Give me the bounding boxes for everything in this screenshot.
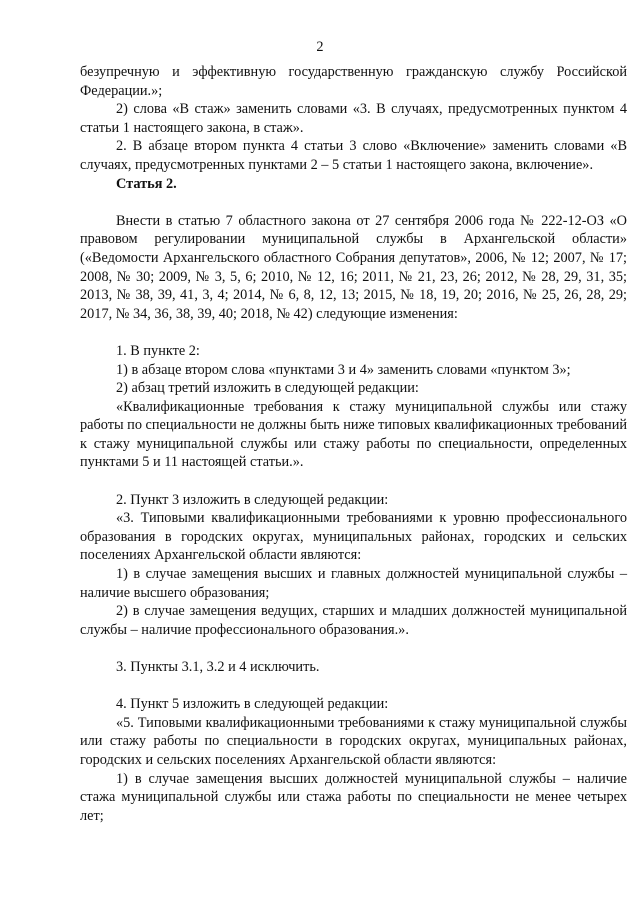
paragraph: 1) в случае замещения высших и главных должностей муниципальной службы – наличие высшего образования; — [80, 566, 627, 601]
paragraph: безупречную и эффективную государственную гражданскую службу Российской Федерации.»; — [80, 64, 627, 99]
paragraph: 2) слова «В стаж» заменить словами «3. В случаях, предусмотренных пунктом 4 статьи 1 настоящего закона, в стаж». — [80, 101, 627, 136]
paragraph: «Квалификационные требования к стажу муниципальной службы или стажу работы по специальности не должны быть ниже типовых квалификационных требований к стажу муниципальной службы или стажу работы по специальности, определенных пунктами 5 и 11 настоящей статьи.». — [80, 398, 627, 471]
paragraph: 2) абзац третий изложить в следующей редакции: — [116, 380, 419, 397]
paragraph: 2. В абзаце втором пункта 4 статьи 3 слово «Включение» заменить словами «В случаях, предусмотренных пунктами 2 – 5 статьи 1 настоящего закона, включение». — [80, 138, 627, 173]
paragraph: 1. В пункте 2: — [116, 342, 200, 359]
paragraph: 4. Пункт 5 изложить в следующей редакции: — [116, 696, 389, 713]
paragraph: Внести в статью 7 областного закона от 27 сентября 2006 года № 222-12-ОЗ «О правовом регулировании муниципальной службы в Архангельской области» («Ведомости Архангельского областного Собрания депутатов», 2006, № 12; 2007, № 17; 2008, № 30; 2009, № 3, 5, 6; 2010, № 12, 16; 2011, № 21, 23, 26; 2012, № 28, 29, 31, 35; 2013, № 38, 39, 41, 3, 4; 2014, № 6, 8, 12, 13; 2015, № 18, 19, 20; 2016, № 25, 26, 28, 29; 2017, № 34, 36, 38, 39, 40; 2018, № 42) следующие изменения: — [80, 212, 627, 322]
paragraph: 2) в случае замещения ведущих, старших и младших должностей муниципальной службы – наличие профессионального образования.». — [80, 603, 627, 638]
paragraph: 2. Пункт 3 изложить в следующей редакции: — [116, 491, 389, 508]
document-body — [80, 63, 627, 825]
paragraph: 1) в абзаце втором слова «пунктами 3 и 4» заменить словами «пунктом 3»; — [116, 361, 571, 378]
paragraph: 1) в случае замещения высших должностей муниципальной службы – наличие стажа муниципальной службы или стажа работы по специальности не менее четырех лет; — [80, 770, 627, 824]
paragraph: «5. Типовыми квалификационными требованиями к стажу муниципальной службы или стажу работы по специальности в городских округах, муниципальных районах, городских и сельских поселениях Архангельской области являются: — [80, 714, 627, 768]
paragraph: «3. Типовыми квалификационными требованиями к уровню профессионального образования в городских округах, муниципальных районах, городских и сельских поселениях Архангельской области являются: — [80, 510, 627, 564]
paragraph: 3. Пункты 3.1, 3.2 и 4 исключить. — [116, 659, 320, 675]
article-heading: Статья 2. — [116, 175, 177, 192]
page-number: 2 — [316, 39, 324, 55]
